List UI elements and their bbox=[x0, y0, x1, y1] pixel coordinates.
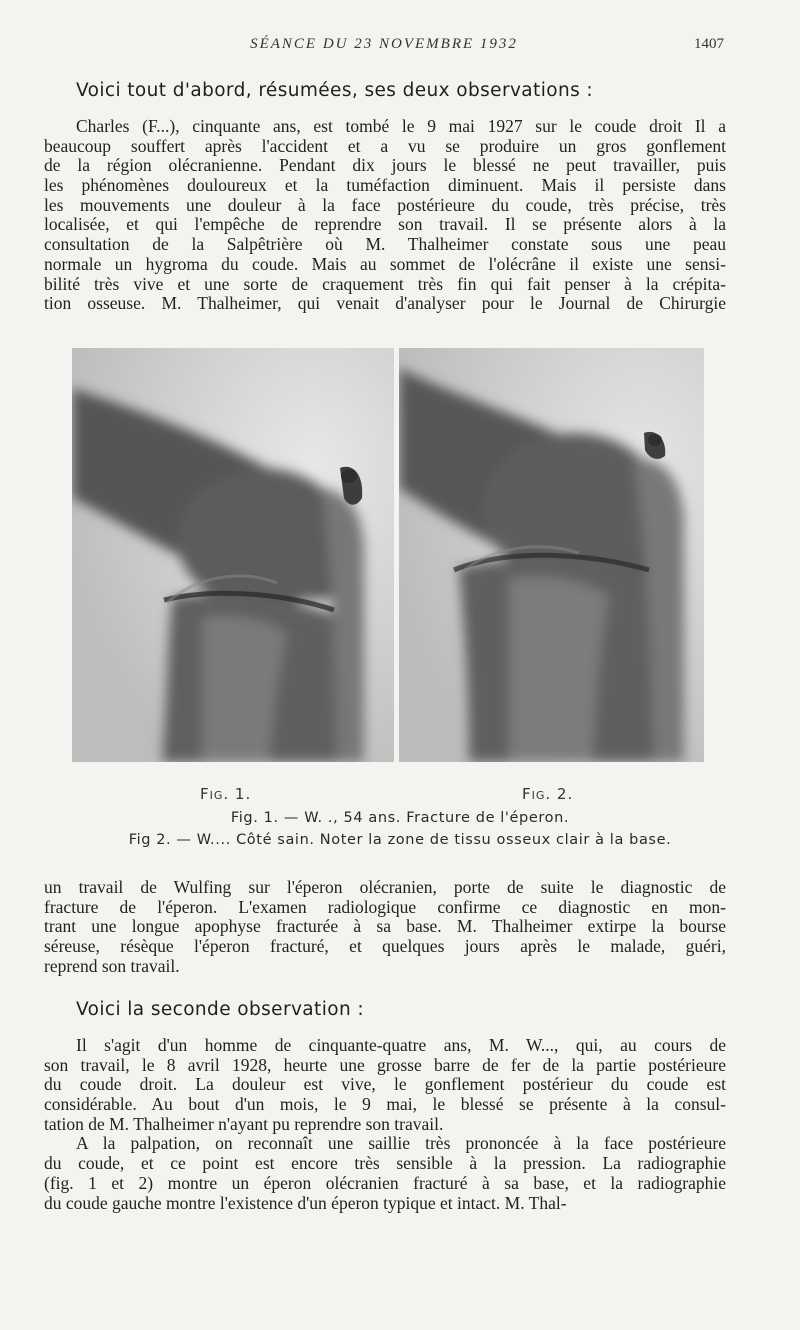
text-line: (fig. 1 et 2) montre un éperon olécranien fracturé à sa base, et la radiographie bbox=[44, 1172, 726, 1193]
second-observation-heading: Voici la seconde observation : bbox=[76, 999, 364, 1020]
text-line: séreuse, résèque l'éperon fracturé, et quelques jours après le malade, guéri, bbox=[44, 936, 726, 957]
figure-2-label: Fig. 2. bbox=[522, 785, 574, 803]
text-line: localisée, et qui l'empêche de reprendre son travail. Il se présente alors à la bbox=[44, 214, 726, 235]
text-line: beaucoup souffert après l'accident et a vu se produire un gros gonflement bbox=[44, 135, 726, 156]
figure-1-label: Fig. 1. bbox=[200, 785, 252, 803]
text-line: considérable. Au bout d'un mois, le 9 mai, le blessé se présente à la consul- bbox=[44, 1094, 726, 1115]
xray-figure-2 bbox=[399, 348, 704, 762]
figure-1-caption: Fig. 1. — W. ., 54 ans. Fracture de l'éperon. bbox=[230, 810, 570, 826]
text-line: consultation de la Salpêtrière où M. Thalheimer constate sous une peau bbox=[44, 234, 726, 255]
text-line: normale un hygroma du coude. Mais au sommet de l'olécrâne il existe une sensi- bbox=[44, 253, 726, 274]
figure-2-caption: Fig 2. — W.... Côté sain. Noter la zone de tissu osseux clair à la base. bbox=[128, 832, 672, 848]
text-line: A la palpation, on reconnaît une saillie très prononcée à la face postérieure bbox=[76, 1133, 726, 1154]
intro-heading: Voici tout d'abord, résumées, ses deux observations : bbox=[76, 80, 594, 101]
text-line: de la région olécranienne. Pendant dix jours le blessé ne peut travailler, puis bbox=[44, 155, 726, 176]
text-line: du coude droit. La douleur est vive, le gonflement postérieur du coude est bbox=[44, 1074, 726, 1095]
text-line: du coude gauche montre l'existence d'un éperon typique et intact. M. Thal- bbox=[44, 1192, 567, 1213]
text-line: son travail, le 8 avril 1928, heurte une grosse barre de fer de la partie postérieure bbox=[44, 1054, 726, 1075]
text-line: reprend son travail. bbox=[44, 955, 180, 976]
running-head bbox=[44, 36, 724, 58]
text-line: bilité très vive et une sorte de craquement très fin qui fait penser à la crépita- bbox=[44, 273, 726, 294]
observation-2-paragraph bbox=[44, 1036, 726, 1213]
text-line: fracture de l'éperon. L'examen radiologique confirme ce diagnostic en mon- bbox=[44, 896, 726, 917]
text-line: trant une longue apophyse fracturée à sa base. M. Thalheimer extirpe la bourse bbox=[44, 916, 726, 937]
page-number: 1407 bbox=[694, 36, 724, 52]
text-line: les phénomènes douloureux et la tuméfaction diminuent. Mais il persiste dans bbox=[44, 175, 726, 196]
text-line: du coude, et ce point est encore très sensible à la pression. La radiographie bbox=[44, 1153, 726, 1174]
observation-1-paragraph bbox=[44, 117, 726, 314]
text-line: tion osseuse. M. Thalheimer, qui venait d'analyser pour le Journal de Chirurgie bbox=[44, 293, 726, 314]
text-line: un travail de Wulfing sur l'éperon olécranien, porte de suite le diagnostic de bbox=[44, 877, 726, 897]
figure-panel bbox=[72, 348, 704, 762]
xray-figure-1 bbox=[72, 348, 394, 762]
text-line: tation de M. Thalheimer n'ayant pu reprendre son travail. bbox=[44, 1113, 444, 1134]
observation-1-continued-paragraph bbox=[44, 878, 726, 976]
text-line: Il s'agit d'un homme de cinquante-quatre ans, M. W..., qui, au cours de bbox=[76, 1035, 726, 1055]
text-line: Charles (F...), cinquante ans, est tombé le 9 mai 1927 sur le coude droit Il a bbox=[76, 116, 726, 136]
running-title: SÉANCE DU 23 NOVEMBRE 1932 bbox=[250, 36, 518, 52]
text-line: les mouvements une douleur à la face postérieure du coude, très précise, très bbox=[44, 194, 726, 215]
